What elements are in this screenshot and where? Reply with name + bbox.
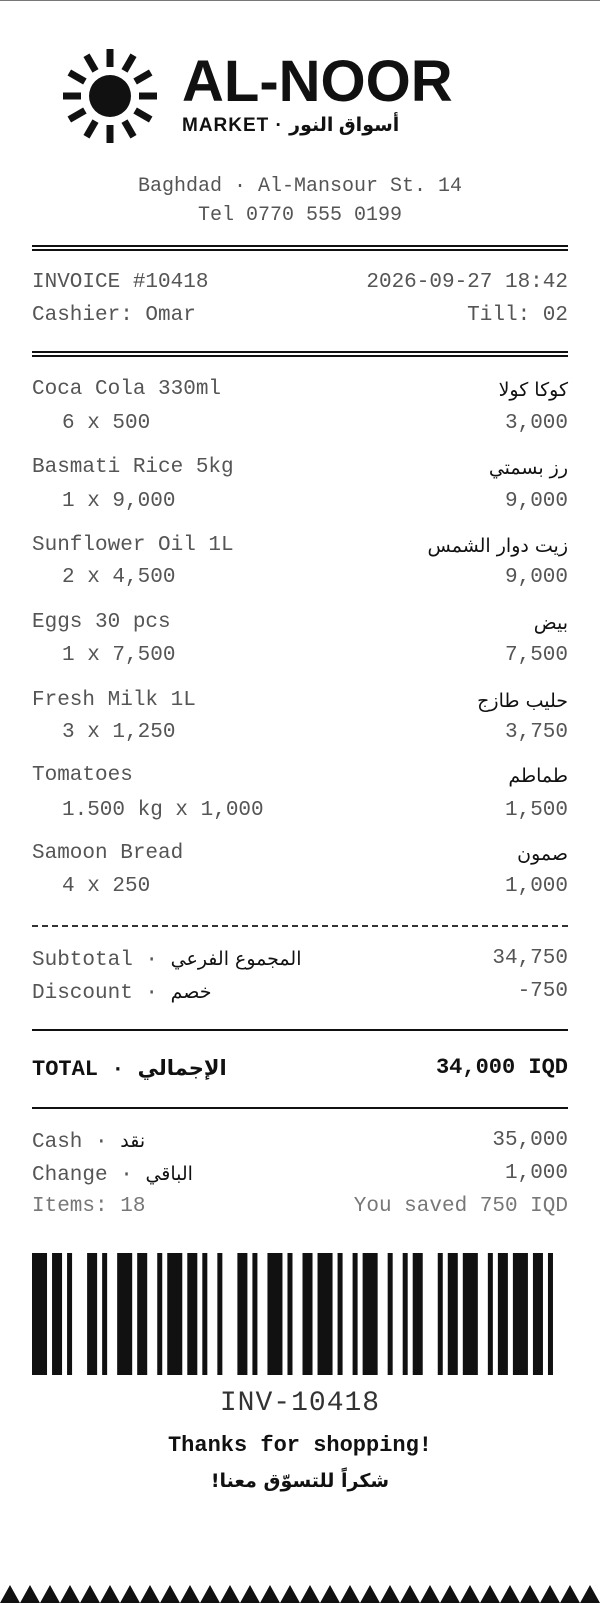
barcode-text: INV-10418: [219, 1388, 381, 1419]
item-qty: 1 x 7,500: [62, 644, 176, 667]
thanks-message: Thanks for shopping!: [167, 1433, 433, 1458]
item-name: Sunflower Oil 1L: [32, 534, 234, 557]
item-qty-row: [32, 409, 568, 439]
item-name: Tomatoes: [32, 764, 133, 787]
item-qty: 6 x 500: [62, 412, 151, 435]
change-label-ar: الباقي: [145, 1163, 193, 1185]
barcode-bar: [252, 1253, 257, 1375]
item-name: Fresh Milk 1L: [32, 689, 196, 712]
item-amount: 9,000: [504, 566, 568, 589]
subtotal-label: Subtotal ·: [32, 949, 159, 972]
zigzag-path: [0, 1585, 600, 1603]
item-name-ar: حليب طازج: [477, 690, 568, 712]
till: Till: 02: [467, 304, 568, 327]
cashier: Cashier: Omar: [32, 304, 196, 327]
item-qty-row: [32, 718, 568, 748]
item-qty-row: [32, 796, 568, 826]
top-edge-line: [0, 0, 600, 1]
store-logo: [60, 46, 540, 146]
barcode-bar: [403, 1253, 408, 1375]
sun-ray: [125, 121, 134, 137]
barcode-bar: [52, 1253, 62, 1375]
barcode-bar: [438, 1253, 443, 1375]
cash-label: Cash ·: [32, 1131, 108, 1154]
change-label: Change ·: [32, 1164, 133, 1187]
invoice-datetime: 2026-09-27 18:42: [366, 271, 568, 294]
item-name-row: [32, 608, 568, 638]
store-subtitle: MARKET · أسواق النور: [182, 115, 400, 136]
total-row: [32, 1053, 568, 1083]
barcode-bar: [202, 1253, 207, 1375]
barcode-bar: [363, 1253, 378, 1375]
barcode-bar: [338, 1253, 343, 1375]
items-count: Items: 18: [32, 1195, 146, 1218]
change-value: 1,000: [504, 1162, 568, 1185]
subtotal-label-ar: المجموع الفرعي: [170, 948, 302, 970]
sun-icon: [60, 46, 160, 146]
store-name: AL-NOOR: [182, 49, 453, 114]
item-name-ar: زيت دوار الشمس: [427, 535, 568, 557]
item-name: Coca Cola 330ml: [32, 378, 222, 401]
total-label: TOTAL ·: [32, 1057, 125, 1082]
sun-ray: [125, 55, 134, 71]
barcode-bar: [87, 1253, 97, 1375]
total-label-wrap: [32, 1053, 227, 1085]
item-name-row: [32, 686, 568, 716]
item-name-row: [32, 531, 568, 561]
barcode-bar: [102, 1253, 107, 1375]
sun-ray: [87, 55, 96, 71]
item-name-ar: طماطم: [508, 765, 568, 787]
item-name-row: [32, 761, 568, 791]
barcode-bar: [318, 1253, 333, 1375]
barcode-bar: [287, 1253, 292, 1375]
dashed-divider: [32, 925, 568, 927]
store-address-block: [32, 172, 568, 230]
item-qty: 2 x 4,500: [62, 566, 176, 589]
item-qty: 4 x 250: [62, 875, 151, 898]
subtotal-row: [32, 944, 568, 974]
item-name-ar: صمون: [517, 843, 568, 865]
item-name-ar: بيض: [533, 612, 568, 634]
subtotal-label-wrap: [32, 944, 301, 976]
sun-ray: [135, 73, 151, 82]
discount-label-ar: خصم: [170, 981, 212, 1003]
barcode-bar: [137, 1253, 147, 1375]
item-amount: 9,000: [504, 490, 568, 513]
cash-value: 35,000: [492, 1129, 568, 1152]
barcode-bar: [533, 1253, 543, 1375]
cash-label-ar: نقد: [120, 1130, 146, 1152]
torn-edge: [0, 1583, 600, 1603]
barcode-bar: [463, 1253, 478, 1375]
total-value: 34,000 IQD: [435, 1055, 568, 1080]
barcode-bar: [32, 1253, 47, 1375]
item-qty: 1.500 kg x 1,000: [62, 799, 264, 822]
savings-row: [32, 1192, 568, 1222]
barcode-bar: [217, 1253, 222, 1375]
item-qty: 1 x 9,000: [62, 490, 176, 513]
item-name-row: [32, 453, 568, 483]
barcode-bar: [353, 1253, 358, 1375]
change-label-wrap: [32, 1159, 193, 1191]
barcode-bar: [67, 1253, 72, 1375]
item-name-ar: كوكا كولا: [498, 379, 568, 401]
sun-ray: [69, 73, 85, 82]
double-divider: [32, 351, 568, 357]
barcode-bar: [167, 1253, 182, 1375]
discount-value: -750: [517, 980, 568, 1003]
barcode-bar: [498, 1253, 508, 1375]
item-amount: 1,500: [504, 799, 568, 822]
item-name: Basmati Rice 5kg: [32, 456, 234, 479]
cash-row: [32, 1126, 568, 1156]
barcode-bar: [303, 1253, 313, 1375]
sun-ray: [69, 111, 85, 120]
item-qty-row: [32, 872, 568, 902]
thanks-message-ar: !شكراً للتسوّق معنا: [210, 1470, 390, 1492]
store-phone: Tel 0770 555 0199: [197, 204, 403, 227]
barcode-bar: [513, 1253, 528, 1375]
change-row: [32, 1159, 568, 1189]
sun-ray: [135, 111, 151, 120]
cash-label-wrap: [32, 1126, 145, 1158]
discount-row: [32, 977, 568, 1007]
item-qty-row: [32, 487, 568, 517]
item-qty-row: [32, 563, 568, 593]
item-name: Samoon Bread: [32, 842, 184, 865]
item-name: Eggs 30 pcs: [32, 611, 171, 634]
store-address: Baghdad · Al-Mansour St. 14: [137, 175, 463, 198]
barcode-bar: [237, 1253, 247, 1375]
item-name-row: [32, 375, 568, 405]
barcode-bar: [413, 1253, 423, 1375]
barcode-bar: [187, 1253, 197, 1375]
barcode-bar: [548, 1253, 553, 1375]
item-qty-row: [32, 641, 568, 671]
divider: [32, 1029, 568, 1031]
discount-label-wrap: [32, 977, 212, 1009]
barcode-bar: [117, 1253, 132, 1375]
cashier-row: [32, 301, 568, 331]
sun-ray: [87, 121, 96, 137]
barcode-bar: [448, 1253, 458, 1375]
item-amount: 7,500: [504, 644, 568, 667]
item-amount: 3,750: [504, 721, 568, 744]
item-name-row: [32, 839, 568, 869]
divider: [32, 1107, 568, 1109]
subtotal-value: 34,750: [492, 947, 568, 970]
item-amount: 1,000: [504, 875, 568, 898]
total-label-ar: الإجمالي: [137, 1056, 227, 1080]
item-name-ar: رز بسمتي: [488, 457, 568, 479]
savings-note: You saved 750 IQD: [353, 1195, 568, 1218]
barcode-bar: [267, 1253, 282, 1375]
invoice-row: [32, 268, 568, 298]
item-qty: 3 x 1,250: [62, 721, 176, 744]
double-divider: [32, 245, 568, 251]
barcode-bar: [388, 1253, 393, 1375]
invoice-number: INVOICE #10418: [32, 271, 209, 294]
discount-label: Discount ·: [32, 982, 159, 1005]
barcode: [32, 1253, 568, 1375]
barcode-bar: [157, 1253, 162, 1375]
barcode-bar: [488, 1253, 493, 1375]
item-amount: 3,000: [504, 412, 568, 435]
